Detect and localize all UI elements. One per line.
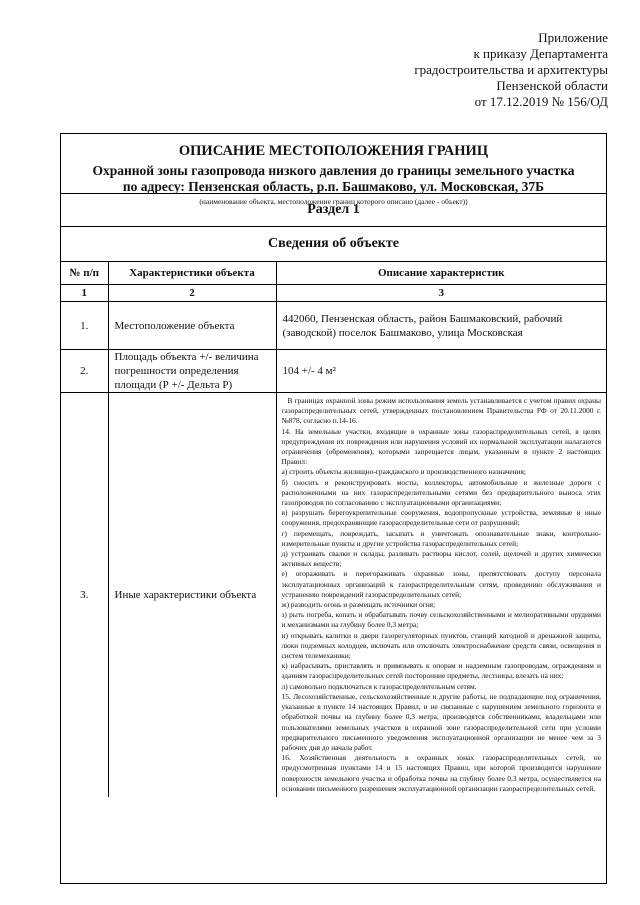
approval-line: к приказу Департамента xyxy=(473,46,608,61)
restriction-paragraph: л) самовольно подключаться к газораспределительным сетям. xyxy=(281,681,477,691)
subtitle-line: Охранной зоны газопровода низкого давления до границы земельного участка xyxy=(92,163,575,178)
restriction-paragraph: а) строить объекты жилищно-гражданского и производственного назначения; xyxy=(281,467,526,477)
row-value xyxy=(276,393,606,797)
restriction-paragraph: и) открывать калитки и двери газорегуляторных пунктов, станций катодной и дренажной защиты, люки подземных колодцев, включать или отключать электроснабжение средств связи, освещения и систем телемеханики; xyxy=(281,630,601,661)
column-header: Характеристики объекта xyxy=(108,262,276,285)
restriction-paragraph: з) рыть погреба, копать и обрабатывать почву сельскохозяйственными и мелиоративными орудиями и механизмами на глубину более 0,3 метра; xyxy=(281,610,601,630)
approval-line: Пензенской области xyxy=(496,78,608,93)
restriction-paragraph: в) разрушать берегоукрепительные сооружения, водопропускные устройства, земляные и иные сооружения, предохраняющие газораспределительные сети от разрушений; xyxy=(281,508,601,528)
table-row xyxy=(61,393,606,797)
approval-line: Приложение xyxy=(538,30,608,45)
column-index: 3 xyxy=(276,285,606,302)
document-title: ОПИСАНИЕ МЕСТОПОЛОЖЕНИЯ ГРАНИЦ xyxy=(178,143,489,159)
restriction-paragraph: 14. На земельные участки, входящие в охранные зоны газораспределительных сетей, в целях предупреждения их повреждения или нарушения условий их нормальной эксплуатации налагаются ограничения (обременения), которыми запрещается лицам, указанным в пункте 2 настоящих Правил: xyxy=(281,426,601,467)
table-row xyxy=(61,350,606,393)
document-subtitle xyxy=(61,163,606,195)
restriction-paragraph: г) перемещать, повреждать, засыпать и уничтожать опознавательные знаки, контрольно-измерительные пункты и другие устройства газораспределительных сетей; xyxy=(281,528,601,548)
restriction-paragraph: В границах охранной зоны режим использования земель устанавливается с учетом правил охраны газораспределительных сетей, утвержденных постановлением Правительства РФ от 20.11.2000 г. №878, согласно п.14-16. xyxy=(281,396,601,426)
row-value: 104 +/- 4 м² xyxy=(276,350,606,393)
info-title: Сведения об объекте xyxy=(61,226,606,262)
row-value: 442060, Пензенская область, район Башмаковский, рабочий (заводской) поселок Башмаково, улица Московская xyxy=(276,302,606,350)
approval-line: от 17.12.2019 № 156/ОД xyxy=(474,94,608,109)
column-header: № п/п xyxy=(61,262,108,285)
document-frame xyxy=(60,133,607,884)
row-name: Иные характеристики объекта xyxy=(108,393,276,797)
restriction-paragraph: 15. Лесохозяйственные, сельскохозяйственные и другие работы, не подпадающие под ограничения, указанные в пункте 14 настоящих Правил, и не связанные с нарушением земельного горизонта и обработкой почвы на глубину более 0,3 метра, производятся собственниками, владельцами или пользователями земельных участков в охранной зоне газораспределительной сети при условии предварительного письменного уведомления эксплуатационной организации не менее чем за 3 рабочих дня до начала работ. xyxy=(281,691,601,752)
column-index: 2 xyxy=(108,285,276,302)
restriction-paragraph: 16. Хозяйственная деятельность в охранных зонах газораспределительных сетей, не предусмотренная пунктами 14 и 15 настоящих Правил, при которой производится нарушение поверхности земельного участка и обработка почвы на глубину более 0,3 метра, осуществляется на основании письменного разрешения эксплуатационной организации газораспределительных сетей. xyxy=(281,753,601,793)
row-number: 3. xyxy=(61,393,108,797)
section-title: Раздел 1 xyxy=(61,193,606,227)
restriction-paragraph: б) сносить и реконструировать мосты, коллекторы, автомобильные и железные дороги с расположенными на них газораспределительными сетями без предварительного выноса этих газопроводов по согласованию с эксплуатационными организациями; xyxy=(281,477,601,508)
table-row xyxy=(61,302,606,350)
title-block xyxy=(61,134,606,206)
row-number: 2. xyxy=(61,350,108,393)
row-number: 1. xyxy=(61,302,108,350)
restriction-paragraph: д) устраивать свалки и склады, разливать растворы кислот, солей, щелочей и других химически активных веществ; xyxy=(281,549,601,569)
restriction-paragraph: е) огораживать и перегораживать охранные зоны, препятствовать доступу персонала эксплуатационных организаций к газораспределительным сетям, проведению обслуживания и устранению повреждений газораспределительных сетей; xyxy=(281,569,601,599)
subtitle-caption: (наименование объекта, местоположение границ которого описано (далее - объект)) xyxy=(199,197,468,206)
approval-line: градостроительства и архитектуры xyxy=(414,62,608,77)
table-header-row xyxy=(61,262,606,285)
column-header: Описание характеристик xyxy=(276,262,606,285)
object-info-table xyxy=(61,261,606,797)
subtitle-line: по адресу: Пензенская область, р.п. Башмаково, ул. Московская, 37Б xyxy=(122,179,545,194)
row-name: Местоположение объекта xyxy=(108,302,276,350)
approval-stamp xyxy=(414,30,608,110)
row-name: Площадь объекта +/- величина погрешности определения площади (Р +/- Дельта Р) xyxy=(108,350,276,393)
restriction-paragraph: к) набрасывать, приставлять и привязывать к опорам и надземным газопроводам, ограждениям и зданиям газораспределительных сетей посторонние предметы, лестницы, влезать на них; xyxy=(281,661,601,681)
restriction-paragraph: ж) разводить огонь и размещать источники огня; xyxy=(281,600,436,610)
column-index-row xyxy=(61,285,606,302)
column-index: 1 xyxy=(61,285,108,302)
